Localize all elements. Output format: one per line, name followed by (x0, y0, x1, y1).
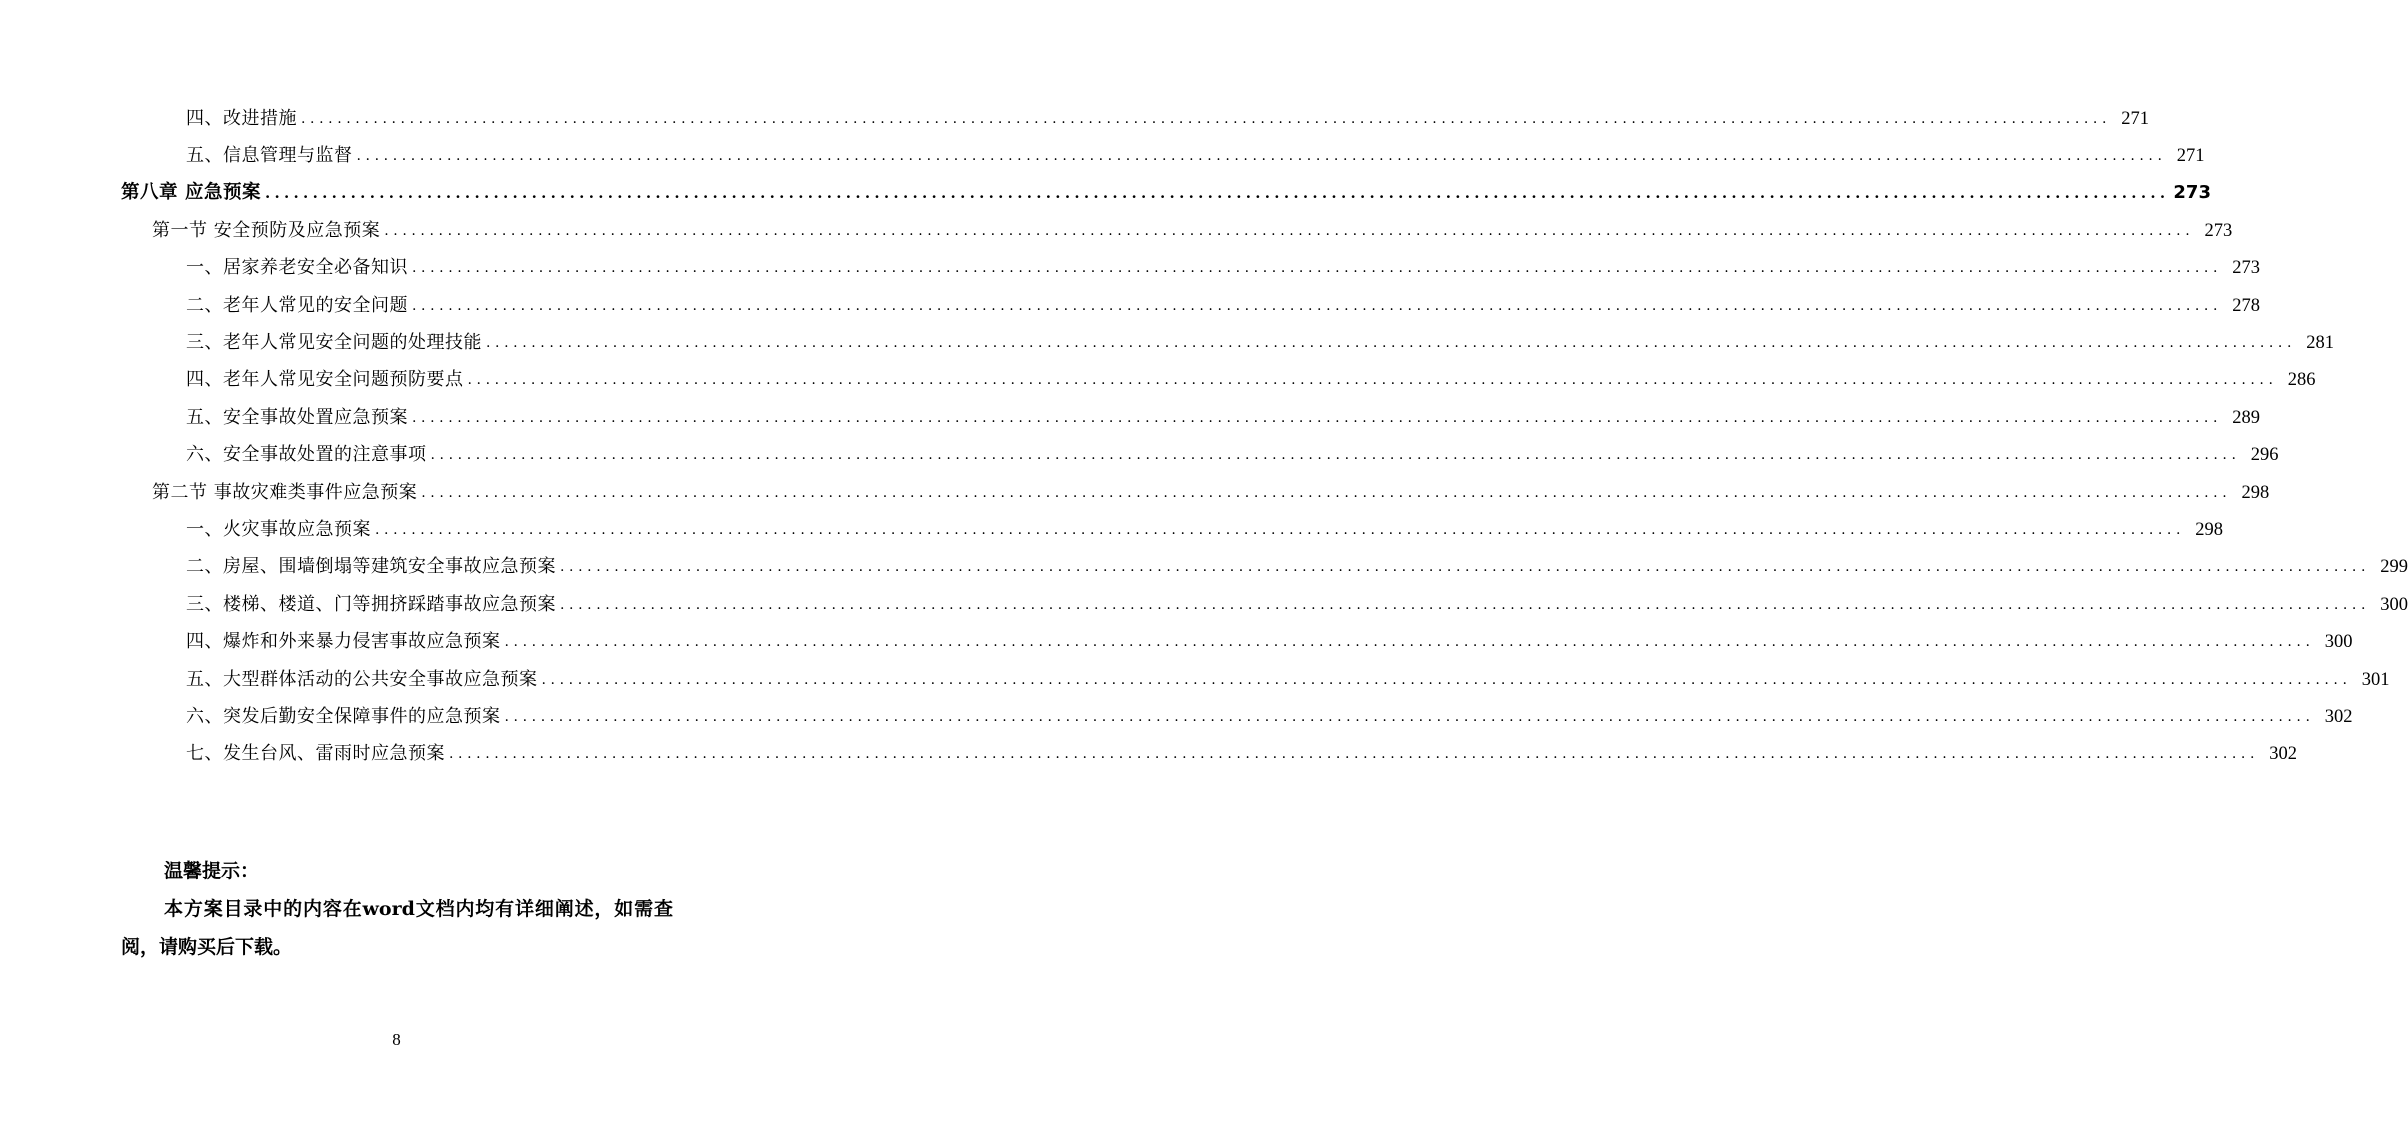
toc-entry-title: 四、爆炸和外来暴力侵害事故应急预案 (186, 631, 501, 653)
toc-entry-page: 301 (2361, 669, 2390, 690)
toc-entry-title: 六、突发后勤安全保障事件的应急预案 (186, 705, 501, 727)
toc-entry-page: 299 (2380, 557, 2408, 578)
toc-dot-leader: ........................................................................................................................................................................................................ (421, 484, 2232, 501)
toc-entry-page: 300 (2380, 594, 2408, 615)
toc-entry-title: 第二节 事故灾难类事件应急预案 (152, 481, 418, 503)
toc-dot-leader: ........................................................................................................................................................................................................ (356, 148, 2167, 165)
toc-entry-title: 四、老年人常见安全问题预防要点 (186, 369, 464, 391)
toc-entry-page: 296 (2250, 445, 2279, 466)
toc-entry-title: 一、火灾事故应急预案 (186, 518, 371, 540)
toc-dot-leader: ........................................................................................................................................................................................................ (560, 559, 2371, 576)
toc-dot-leader: ........................................................................................................................................................................................................ (541, 671, 2352, 688)
toc-item[interactable] (0, 100, 2150, 137)
toc-dot-leader: ........................................................................................................................................................................................................ (449, 746, 2260, 763)
toc-entry-page: 298 (2241, 482, 2270, 503)
toc-entry-title: 第八章 应急预案 (121, 182, 261, 204)
toc-entry-title: 二、房屋、围墙倒塌等建筑安全事故应急预案 (186, 556, 556, 578)
toc-entry-title: 七、发生台风、雷雨时应急预案 (186, 743, 445, 765)
toc-dot-leader: ........................................................................................................................................................................................................ (467, 372, 2278, 389)
toc-dot-leader: ........................................................................................................................................................................................................ (375, 521, 2186, 538)
toc-entry-page: 300 (2324, 632, 2353, 653)
toc-entry-page: 273 (2204, 220, 2233, 241)
toc-dot-leader: ........................................................................................................................................................................................................ (301, 110, 2112, 127)
toc-entry-page: 281 (2306, 333, 2335, 354)
toc-item[interactable] (0, 399, 2261, 436)
table-of-contents (0, 100, 2408, 773)
toc-item[interactable] (0, 623, 2353, 660)
toc-entry-page: 302 (2324, 706, 2353, 727)
toc-item[interactable] (0, 324, 2335, 361)
toc-dot-leader: ........................................................................................................................................................................................................ (412, 297, 2223, 314)
toc-entry-title: 一、居家养老安全必备知识 (186, 257, 408, 279)
toc-dot-leader: ........................................................................................................................................................................................................ (504, 708, 2315, 725)
toc-item[interactable] (0, 362, 2316, 399)
toc-section[interactable] (0, 212, 2233, 249)
toc-item[interactable] (0, 661, 2390, 698)
toc-entry-page: 271 (2121, 108, 2150, 129)
toc-entry-title: 六、安全事故处置的注意事项 (186, 444, 427, 466)
toc-dot-leader: ........................................................................................................................................................................................................ (560, 596, 2371, 613)
toc-entry-title: 三、老年人常见安全问题的处理技能 (186, 332, 482, 354)
toc-entry-title: 二、老年人常见的安全问题 (186, 294, 408, 316)
toc-item[interactable] (0, 287, 2261, 324)
toc-entry-page: 289 (2232, 407, 2261, 428)
toc-entry-page: 273 (2232, 258, 2261, 279)
toc-dot-leader: ........................................................................................................................................................................................................ (412, 409, 2223, 426)
tips-section (121, 852, 673, 966)
toc-dot-leader: ........................................................................................................................................................................................................ (430, 447, 2241, 464)
tips-body: 本方案目录中的内容在word文档内均有详细阐述，如需查阅，请购买后下载。 (121, 898, 673, 958)
toc-entry-title: 五、大型群体活动的公共安全事故应急预案 (186, 668, 538, 690)
toc-entry-page: 286 (2287, 370, 2316, 391)
toc-chapter[interactable] (0, 175, 2211, 212)
toc-dot-leader: ........................................................................................................................................................................................................ (264, 184, 2170, 203)
toc-item[interactable] (0, 511, 2224, 548)
toc-dot-leader: ........................................................................................................................................................................................................ (486, 335, 2297, 352)
toc-entry-title: 五、信息管理与监督 (186, 145, 353, 167)
toc-dot-leader: ........................................................................................................................................................................................................ (384, 222, 2195, 239)
toc-entry-page: 298 (2195, 519, 2224, 540)
toc-entry-page: 273 (2173, 182, 2211, 204)
toc-entry-page: 278 (2232, 295, 2261, 316)
toc-dot-leader: ........................................................................................................................................................................................................ (504, 634, 2315, 651)
toc-entry-title: 四、改进措施 (186, 107, 297, 129)
toc-item[interactable] (0, 437, 2279, 474)
toc-dot-leader: ........................................................................................................................................................................................................ (412, 260, 2223, 277)
toc-entry-title: 三、楼梯、楼道、门等拥挤踩踏事故应急预案 (186, 593, 556, 615)
toc-item[interactable] (0, 137, 2205, 174)
toc-item[interactable] (0, 698, 2353, 735)
toc-entry-title: 五、安全事故处置应急预案 (186, 406, 408, 428)
page-number: 8 (392, 1030, 401, 1049)
tips-heading: 温馨提示： (164, 860, 260, 882)
toc-entry-title: 第一节 安全预防及应急预案 (152, 219, 381, 241)
toc-item[interactable] (0, 549, 2408, 586)
toc-entry-page: 271 (2176, 146, 2205, 167)
toc-entry-page: 302 (2269, 744, 2298, 765)
toc-item[interactable] (0, 586, 2408, 623)
toc-item[interactable] (0, 736, 2298, 773)
toc-item[interactable] (0, 250, 2261, 287)
toc-section[interactable] (0, 474, 2270, 511)
